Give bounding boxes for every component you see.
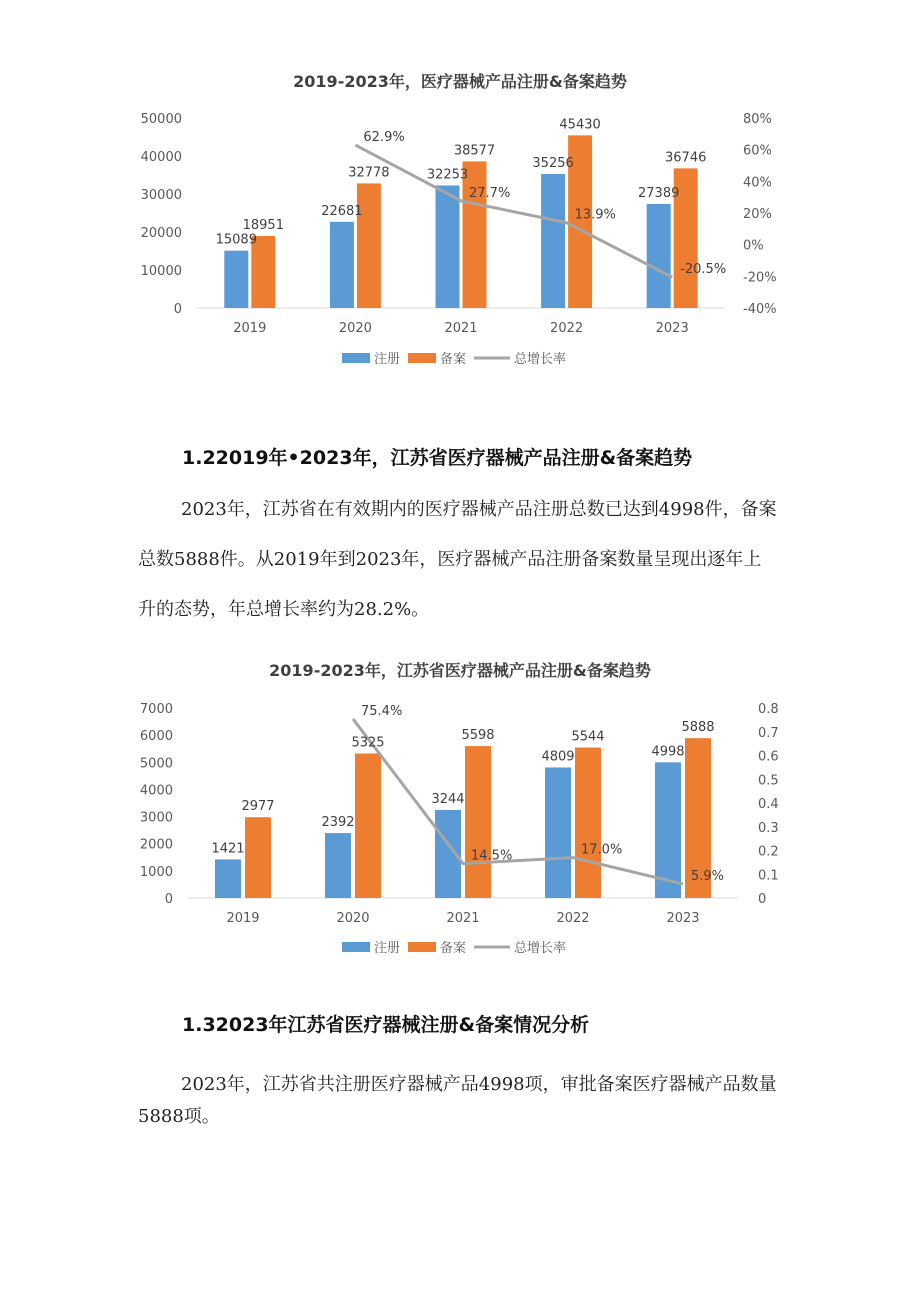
- legend-swatch: [408, 353, 436, 363]
- bar-data-label: 5544: [571, 729, 605, 745]
- y2-axis-tick-label: -20%: [743, 270, 777, 286]
- y-axis-tick-label: 10000: [140, 264, 182, 279]
- legend-label: 总增长率: [514, 352, 567, 367]
- bar-data-label: 36746: [665, 150, 707, 166]
- bar-data-label: 5598: [461, 728, 495, 744]
- x-axis-tick-label: 2022: [556, 911, 590, 926]
- x-axis-tick-label: 2019: [233, 321, 267, 336]
- section-heading-jiangsu-trend: 1.22019年•2023年，江苏省医疗器械产品注册&备案趋势: [182, 447, 693, 469]
- bar-filing: [355, 753, 381, 898]
- bar-data-label: 35256: [532, 156, 574, 172]
- bar-registration: [330, 222, 354, 308]
- bar-registration: [647, 204, 671, 308]
- y-axis-tick-label: 1000: [139, 864, 173, 880]
- y2-axis-tick-label: 0: [758, 892, 767, 907]
- bar-data-label: 1421: [211, 841, 245, 857]
- y-axis-tick-label: 20000: [140, 226, 182, 241]
- bar-data-label: 4998: [651, 744, 685, 760]
- legend-swatch: [342, 353, 370, 363]
- y2-axis-tick-label: 0%: [743, 238, 764, 254]
- growth-rate-label: 75.4%: [361, 703, 403, 719]
- x-axis-tick-label: 2020: [336, 911, 370, 926]
- section-heading-jiangsu-2023: 1.32023年江苏省医疗器械注册&备案情况分析: [182, 1014, 590, 1036]
- y2-axis-tick-label: 0.2: [758, 844, 779, 860]
- bar-data-label: 2392: [321, 815, 355, 831]
- bar-data-label: 45430: [559, 117, 601, 133]
- bar-data-label: 5325: [351, 735, 385, 751]
- y-axis-tick-label: 6000: [139, 729, 173, 745]
- y-axis-tick-label: 2000: [139, 837, 173, 853]
- x-axis-tick-label: 2022: [550, 321, 584, 336]
- bar-data-label: 15089: [215, 232, 257, 248]
- y2-axis-tick-label: 0.8: [758, 702, 779, 717]
- bar-data-label: 32778: [348, 165, 390, 181]
- x-axis-tick-label: 2021: [446, 911, 480, 926]
- legend-swatch: [342, 942, 370, 952]
- bar-registration: [325, 833, 351, 898]
- bar-registration: [545, 767, 571, 898]
- y2-axis-tick-label: 0.1: [758, 868, 779, 884]
- y-axis-tick-label: 0: [173, 302, 182, 317]
- bar-data-label: 2977: [241, 799, 275, 815]
- growth-rate-line: [353, 719, 683, 884]
- y2-axis-tick-label: 0.6: [758, 749, 779, 765]
- bar-filing: [465, 746, 491, 898]
- x-axis-tick-label: 2023: [655, 321, 689, 336]
- y2-axis-tick-label: 0.5: [758, 773, 779, 789]
- chart-jiangsu-registration-trend: [0, 650, 920, 975]
- growth-rate-label: 27.7%: [469, 185, 511, 201]
- legend-label: 总增长率: [514, 941, 567, 956]
- growth-rate-label: 62.9%: [363, 130, 405, 146]
- bar-registration: [224, 251, 248, 308]
- y2-axis-tick-label: -40%: [743, 302, 777, 317]
- y2-axis-tick-label: 60%: [743, 143, 772, 159]
- y2-axis-tick-label: 0.3: [758, 820, 779, 836]
- growth-rate-label: -20.5%: [680, 262, 727, 278]
- paragraph-text: 2023年，江苏省共注册医疗器械产品4998项，审批备案医疗器械产品数量5888项。: [138, 1074, 777, 1127]
- chart-svg: [0, 650, 920, 975]
- y2-axis-tick-label: 20%: [743, 207, 772, 222]
- x-axis-tick-label: 2021: [444, 321, 478, 336]
- bar-data-label: 38577: [453, 143, 496, 159]
- growth-rate-label: 13.9%: [574, 207, 616, 223]
- bar-registration: [436, 185, 460, 308]
- bar-data-label: 18951: [242, 217, 284, 233]
- y2-axis-tick-label: 0.4: [758, 797, 779, 812]
- paragraph-jiangsu-summary: [138, 485, 778, 635]
- bar-filing: [463, 161, 487, 308]
- x-axis-tick-label: 2019: [226, 911, 260, 926]
- y2-axis-tick-label: 0.7: [758, 725, 779, 741]
- paragraph-jiangsu-2023: [138, 1069, 778, 1133]
- bar-data-label: 27389: [638, 185, 680, 201]
- y-axis-tick-label: 4000: [139, 783, 173, 799]
- legend-swatch: [408, 942, 436, 952]
- y2-axis-tick-label: 80%: [743, 112, 772, 127]
- chart-national-registration-trend: [0, 60, 920, 390]
- y-axis-tick-label: 3000: [139, 810, 173, 826]
- growth-rate-label: 17.0%: [581, 842, 623, 858]
- chart-svg: [0, 60, 920, 390]
- x-axis-tick-label: 2020: [338, 321, 372, 336]
- bar-registration: [215, 859, 241, 898]
- y-axis-tick-label: 7000: [139, 702, 173, 717]
- growth-rate-label: 5.9%: [691, 868, 725, 884]
- bar-filing: [245, 817, 271, 898]
- bar-data-label: 32253: [426, 167, 469, 183]
- growth-rate-label: 14.5%: [471, 848, 513, 864]
- legend-label: 注册: [374, 941, 401, 956]
- chart-title: 2019-2023年，医疗器械产品注册&备案趋势: [293, 72, 627, 91]
- chart-title: 2019-2023年，江苏省医疗器械产品注册&备案趋势: [269, 661, 651, 680]
- bar-data-label: 22681: [321, 203, 363, 219]
- bar-filing: [575, 748, 601, 898]
- bar-data-label: 4809: [541, 749, 575, 765]
- bar-data-label: 5888: [681, 720, 715, 736]
- bar-filing: [357, 183, 381, 308]
- paragraph-text: 2023年，江苏省在有效期内的医疗器械产品注册总数已达到4998件，备案总数5888件。从2019年到2023年，医疗器械产品注册备案数量呈现出逐年上升的态势，年总增长率约为28.2%。: [138, 499, 777, 620]
- y-axis-tick-label: 5000: [139, 756, 173, 772]
- y-axis-tick-label: 30000: [140, 188, 182, 203]
- y-axis-tick-label: 0: [164, 892, 173, 907]
- y-axis-tick-label: 40000: [140, 150, 182, 165]
- y2-axis-tick-label: 40%: [743, 175, 772, 191]
- bar-data-label: 3244: [431, 791, 465, 807]
- legend-label: 备案: [440, 352, 467, 367]
- legend-label: 备案: [440, 941, 467, 956]
- growth-rate-line: [355, 145, 672, 277]
- legend-label: 注册: [374, 352, 401, 367]
- y-axis-tick-label: 50000: [140, 112, 182, 127]
- bar-registration: [541, 174, 565, 308]
- x-axis-tick-label: 2023: [666, 911, 700, 926]
